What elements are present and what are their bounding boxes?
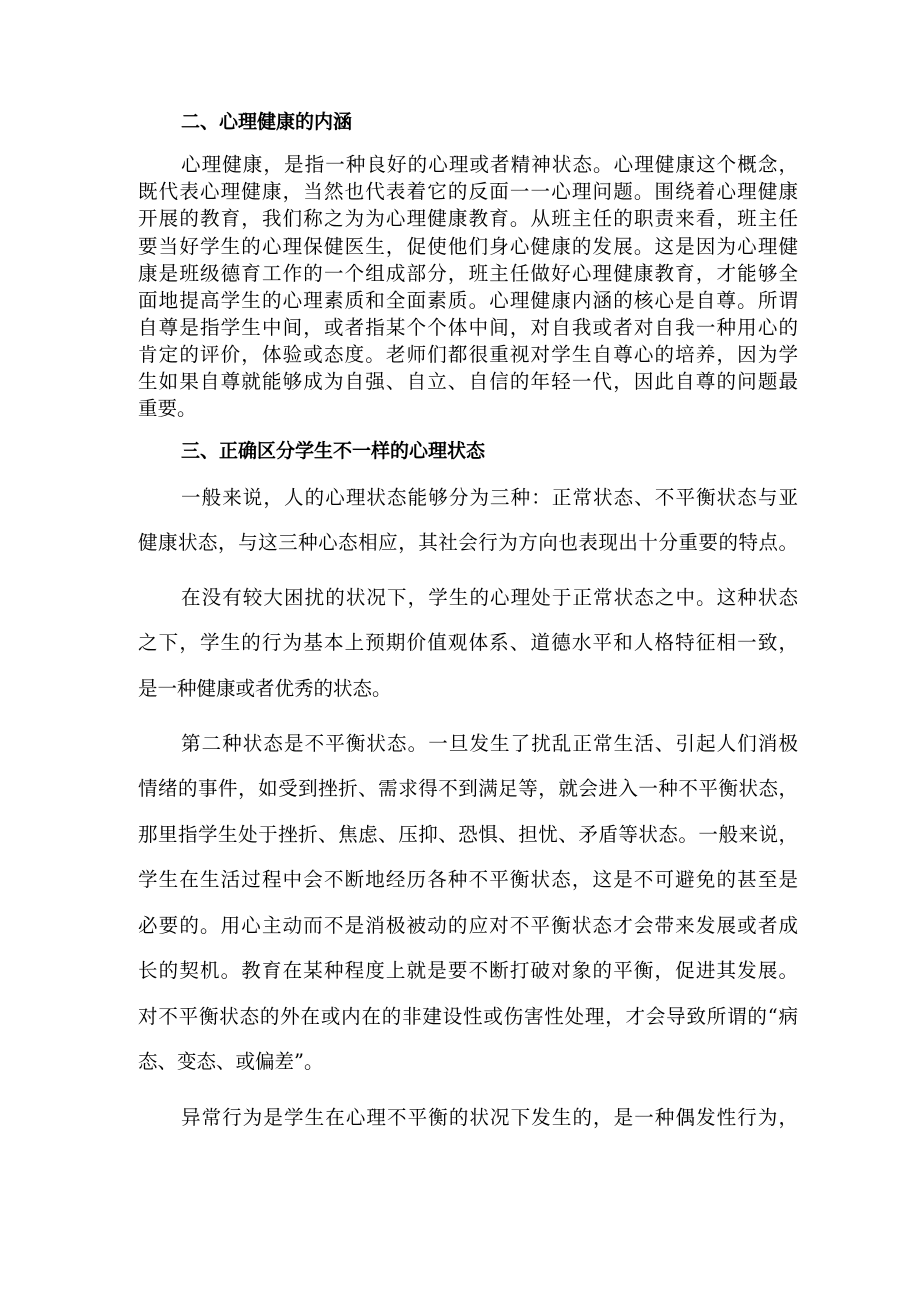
paragraph-line: 异常行为是学生在心理不平衡的状况下发生的，是一种偶发性行为， [181,1106,798,1129]
paragraph-line: 生如果自尊就能够成为自强、自立、自信的年轻一代，因此自尊的问题最 [138,370,798,393]
paragraph-line: 一般来说，人的心理状态能够分为三种：正常状态、不平衡状态与亚 [181,486,798,509]
paragraph-line: 学生在生活过程中会不断地经历各种不平衡状态，这是不可避免的甚至是 [138,868,798,891]
paragraph-line: 必要的。用心主动而不是消极被动的应对不平衡状态才会带来发展或者成 [138,914,798,937]
paragraph-line: 第二种状态是不平衡状态。一旦发生了扰乱正常生活、引起人们消极 [181,732,798,755]
paragraph-line: 康是班级德育工作的一个组成部分，班主任做好心理健康教育，才能够全 [138,262,798,285]
paragraph-line: 情绪的事件，如受到挫折、需求得不到满足等，就会进入一种不平衡状态， [138,777,798,800]
section-3-heading: 三、正确区分学生不一样的心理状态 [181,440,486,462]
paragraph-line: 长的契机。教育在某种程度上就是要不断打破对象的平衡，促进其发展。 [138,959,798,982]
paragraph-line: 要当好学生的心理保健医生，促使他们身心健康的发展。这是因为心理健 [138,235,798,258]
paragraph-line: 自尊是指学生中间，或者指某个个体中间，对自我或者对自我一种用心的 [138,316,798,339]
paragraph-line: 重要。 [138,397,197,420]
paragraph-line: 在没有较大困扰的状况下，学生的心理处于正常状态之中。这种状态 [181,586,798,609]
paragraph-line: 面地提高学生的心理素质和全面素质。心理健康内涵的核心是自尊。所谓 [138,289,798,312]
section-2-heading: 二、心理健康的内涵 [181,111,353,133]
paragraph-line: 是一种健康或者优秀的状态。 [138,677,392,700]
paragraph-line: 态、变态、或偏差”。 [138,1050,324,1073]
paragraph-line: 心理健康，是指一种良好的心理或者精神状态。心理健康这个概念， [181,153,798,176]
paragraph-line: 既代表心理健康，当然也代表着它的反面一一心理问题。围绕着心理健康 [138,180,798,203]
paragraph-line: 对不平衡状态的外在或内在的非建设性或伤害性处理，才会导致所谓的“病 [138,1005,798,1028]
paragraph-line: 肯定的评价，体验或态度。老师们都很重视对学生自尊心的培养，因为学 [138,343,798,366]
paragraph-line: 开展的教育，我们称之为为心理健康教育。从班主任的职责来看，班主任 [138,207,798,230]
paragraph-line: 之下，学生的行为基本上预期价值观体系、道德水平和人格特征相一致， [138,631,798,654]
paragraph-line: 健康状态，与这三种心态相应，其社会行为方向也表现出十分重要的特点。 [138,531,798,554]
paragraph-line: 那里指学生处于挫折、焦虑、压抑、恐惧、担忧、矛盾等状态。一般来说， [138,823,798,846]
